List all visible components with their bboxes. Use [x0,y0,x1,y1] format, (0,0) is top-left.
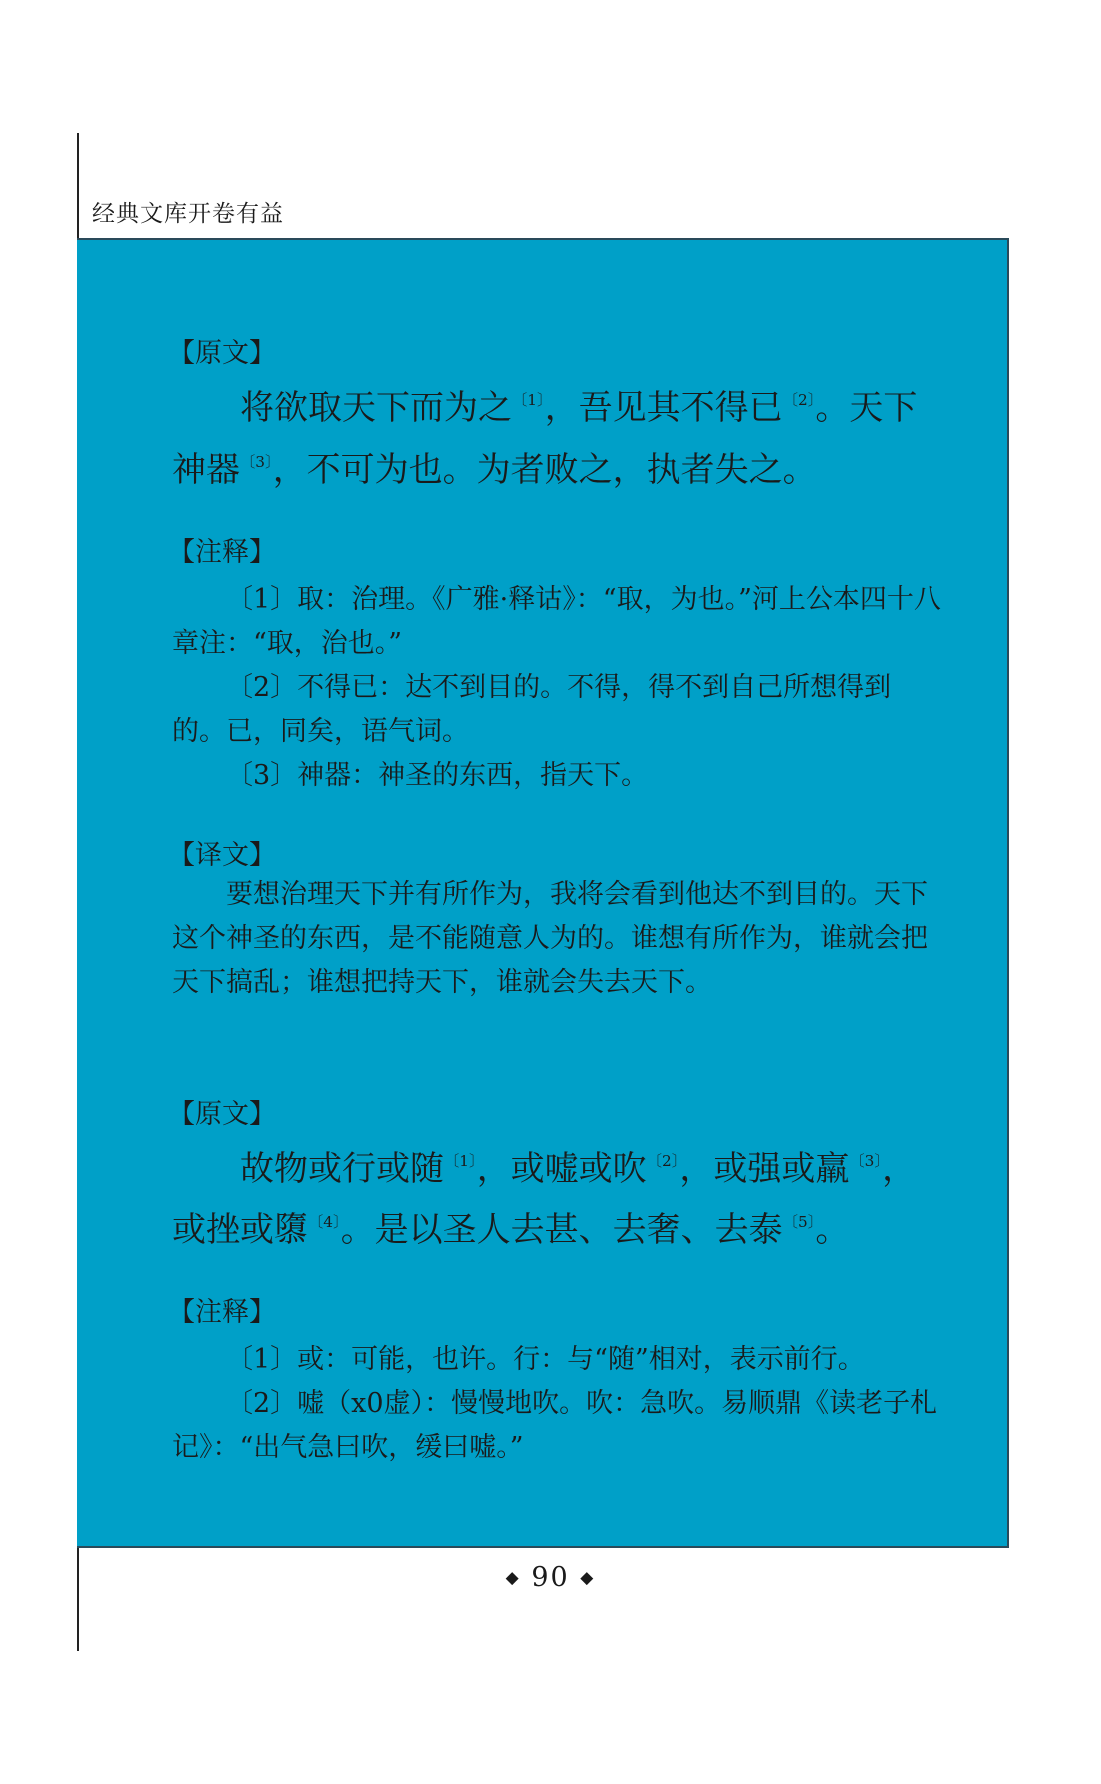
note-item: 〔3〕神器：神圣的东西，指天下。 [226,759,649,791]
notes-heading: 【注释】 [168,536,276,568]
original-heading: 【原文】 [168,1098,276,1130]
page-footer [0,1562,1101,1593]
original-heading: 【原文】 [168,338,276,369]
original-paragraph: 将欲取天下而为之$^{〔1〕}$，吾见其不得已$^{〔2〕}$。天下神器$^{〔3〕}$，不可为也。为者败之，执者失之。 [172,387,918,490]
page-number: 90 [531,1562,570,1593]
original-text [172,1134,942,1258]
note-item: 〔2〕嘘（x0虚）：慢慢地吹。吹：急吹。易顺鼎《读老子札记》：“出气急曰吹，缓曰嘘。” [172,1388,938,1464]
original-text [172,373,942,497]
original-paragraph: 故物或行或随$^{〔1〕}$，或嘘或吹$^{〔2〕}$，或强或羸$^{〔3〕}$，或挫或隳$^{〔4〕}$。是以圣人去甚、去奢、去泰$^{〔5〕}$。 [172,1148,917,1251]
running-header: 经典文库开卷有益 [92,201,284,227]
notes-heading: 【注释】 [168,1297,276,1329]
translation-heading: 【译文】 [168,839,276,871]
note-item: 〔1〕取：治理。《广雅·释诂》：“取，为也。”河上公本四十八章注：“取，治也。” [172,583,941,659]
diamond-icon: ◆ [580,1568,596,1588]
content-panel [77,238,1009,1548]
note-item: 〔2〕不得已：达不到目的。不得，得不到自己所想得到的。已，同矣，语气词。 [172,671,892,747]
note-item: 〔1〕或：可能，也许。行：与“随”相对，表示前行。 [226,1344,865,1376]
translation-text: 要想治理天下并有所作为，我将会看到他达不到目的。天下这个神圣的东西，是不能随意人为的。谁想有所作为，谁就会把天下搞乱；谁想把持天下，谁就会失去天下。 [172,878,928,998]
diamond-icon: ◆ [505,1568,521,1588]
panel-content [168,338,942,1470]
